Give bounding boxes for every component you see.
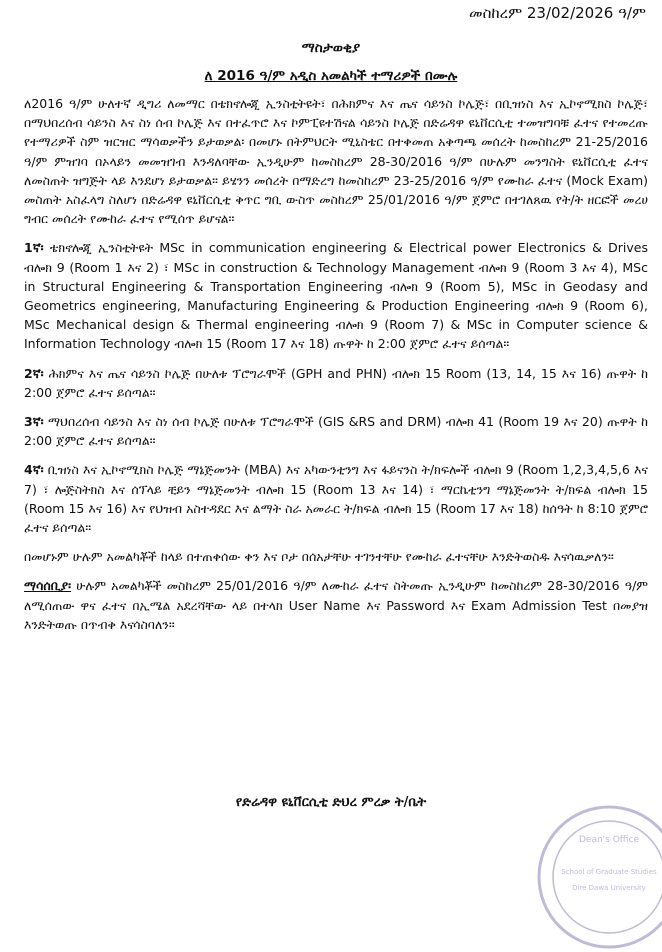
note-label: ማሳሰቢያ፡ <box>24 578 72 594</box>
announcement-body <box>24 94 648 644</box>
item-text: ሕክምና እና ጤና ሳይንስ ኮሌጅ በሁለቱ ፕሮግራሞች (GPH and PHN) ብሎክ 15 Room (13, 14, 15 እና 16) ጡዋት ከ 2:00 ጀምሮ ፈተና ይሰጣል። <box>24 365 648 400</box>
item-text: ቴክኖሎጂ ኢንስቲትዩት MSc in communication engineering & Electrical power Electronics & Drives ብሎክ 9 (Room 1 እና 2) ፣ MSc in construction & Technology Management ብሎክ 9 (Room 3 እና 4), MSc in Structural Engineering & Transportation Engineering ብሎክ 9 (Room 5), MSc in Geodasy and Geometrics engineering, Manufacturing Engineering & Production Engineering ብሎክ 9 (Room 6), MSc Mechanical design & Thermal engineering ብሎክ 9 (Room 7) & MSc in Computer science & Information Technology ብሎክ 15 (Room 17 እና 18) ጡዋት ከ 2:00 ጀምሮ ፈተና ይሰጣል። <box>24 240 648 352</box>
item-label: 3ኛ፡ <box>24 414 44 430</box>
intro-paragraph: ለ2016 ዓ/ም ሁለተኛ ዲግሪ ለመማር በቴክኖሎጂ ኢንስቲትዩት፣ በሕክምና እና ጤና ሳይንስ ኮሌጅ፣ በቢዝነስ እና ኢኮኖሚክስ ኮሌጅ፣ በማህበረሰብ ሳይንስ እና ስነ ሰብ ኮሌጅ እና በተፈጥሮ እና ኮምፒዩተሽናል ሳይንስ ኮሌጅ በድሬዳዋ ዩኒቨርሲቲ ተመዝግባቹ ፈተና የተመረጡ የተማሪዎች ስም ዝርዝር ማሳወቃችን ይታወቃል፡ በመሆኑ በትምህርት ሚኒስቴር በተቀመጠ አቅጣጫ መሰረት ከመስከረም 21-25/2016 ዓ/ም ምዝገባ በኦላይን መመዝገብ እንዳለባቸው ኢንዲሁም ከመስከረም 28-30/2016 ዓ/ም በሁሉም መንግስት ዩኒቨርሲቲ ፈተና ለመስጠት ዝግጅት ላይ እንደሆነ ይታወቃል። ይሄንን መሰረት በማድረግ ከመስከረም 23-25/2016 ዓ/ም የሙከራ ፈተና (Mock Exam) መስጠት አስፈላግ ስለሆነ በድሬዳዋ ዩኒቨርሲቲ ቅጥር ግቢ ውስጥ መስከረም 25/01/2016 ዓ/ም ጀምሮ በተገለጸዉ የት/ት ዘርፎች መረሀ ግብር መሰረት የሙከራ ፈተና የሚሰጥ ይሆናል። <box>24 96 648 227</box>
schedule-item-1 <box>24 238 648 353</box>
closing-paragraph: በመሆኑም ሁሉም አመልካቾች ከላይ በተጠቀሰው ቀን እና ቦታ በሰአታቸሁ ተገንተቸሁ የሙከራ ፈተናቸሁ እንድትወስዱ እናሳዉቃለን። <box>24 549 614 565</box>
note-paragraph <box>24 576 648 634</box>
schedule-item-2 <box>24 364 648 402</box>
item-label: 4ኛ፡ <box>24 462 44 478</box>
schedule-item-3 <box>24 412 648 450</box>
item-label: 1ኛ፡ <box>24 240 44 256</box>
stamp-text-1: Dean's Office <box>579 835 639 845</box>
schedule-item-4 <box>24 460 648 537</box>
page-title: ማስታወቂያ <box>301 40 361 56</box>
office-stamp <box>534 802 662 952</box>
page-subtitle: ለ 2016 ዓ/ም አዲስ አመልካች ተማሪዎች በሙሉ <box>204 68 458 84</box>
item-text: ቢዝነስ እና ኢኮኖሚክስ ኮሌጅ ማኔጅመንት (MBA) እና አካውንቲንግ እና ፋይናንስ ት/ክፍሎች ብሎክ 9 (Room 1,2,3,4,5,6 እና 7) ፣ ሎጅስትክስ እና ሰፕላይ ቺይን ማኔጅመንት ብሎክ 15 (Room 13 እና 14) ፣ ማርኬቲንግ ማኔጅመንት ት/ክፍል ብሎክ 15 (Room 15 እና 16) እና የህዝብ አስተዳደር እና ልማት ስራ አመራር ት/ክፍል ብሎክ 15 (Room 17 እና 18) ከሰዓት ከ 8:10 ጀምሮ ፈተና ይሰጣል። <box>24 462 648 536</box>
stamp-text-3: Dire Dawa University <box>572 884 646 892</box>
item-text: ማህበረሰብ ሳይንስ እና ስነ ሰብ ኮሌጅ በሁለቱ ፕሮግራሞች (GIS &RS and DRM) ብሎክ 41 (Room 19 እና 20) ጡዋት ከ 2:00 ጀምሮ ፈተና ይሰጣል። <box>24 414 648 449</box>
stamp-text-2: School of Graduate Studies <box>561 868 657 876</box>
note-text: ሁሉም አመልካቾች መስከረም 25/01/2016 ዓ/ም ለሙከራ ፈተና ስትመጡ ኢንዲሁም ከመስከረም 28-30/2016 ዓ/ም ለሚሰጠው ዋና ፈተና በኢሜል አደረሻቸው ላይ በተላክ User Name እና Password እና Exam Admission Test በመያዝ እንድትወጡ በጥብቅ እናሳስባለን። <box>24 578 648 632</box>
stamp-outer-ring <box>539 807 662 947</box>
document-date: መስከረም 23/02/2026 ዓ/ም <box>469 4 646 22</box>
signature-line: የድሬዳዋ ዩኒቨርሲቲ ድህረ ምረቃ ት/ቤት <box>235 795 427 810</box>
item-label: 2ኛ፡ <box>24 365 44 381</box>
